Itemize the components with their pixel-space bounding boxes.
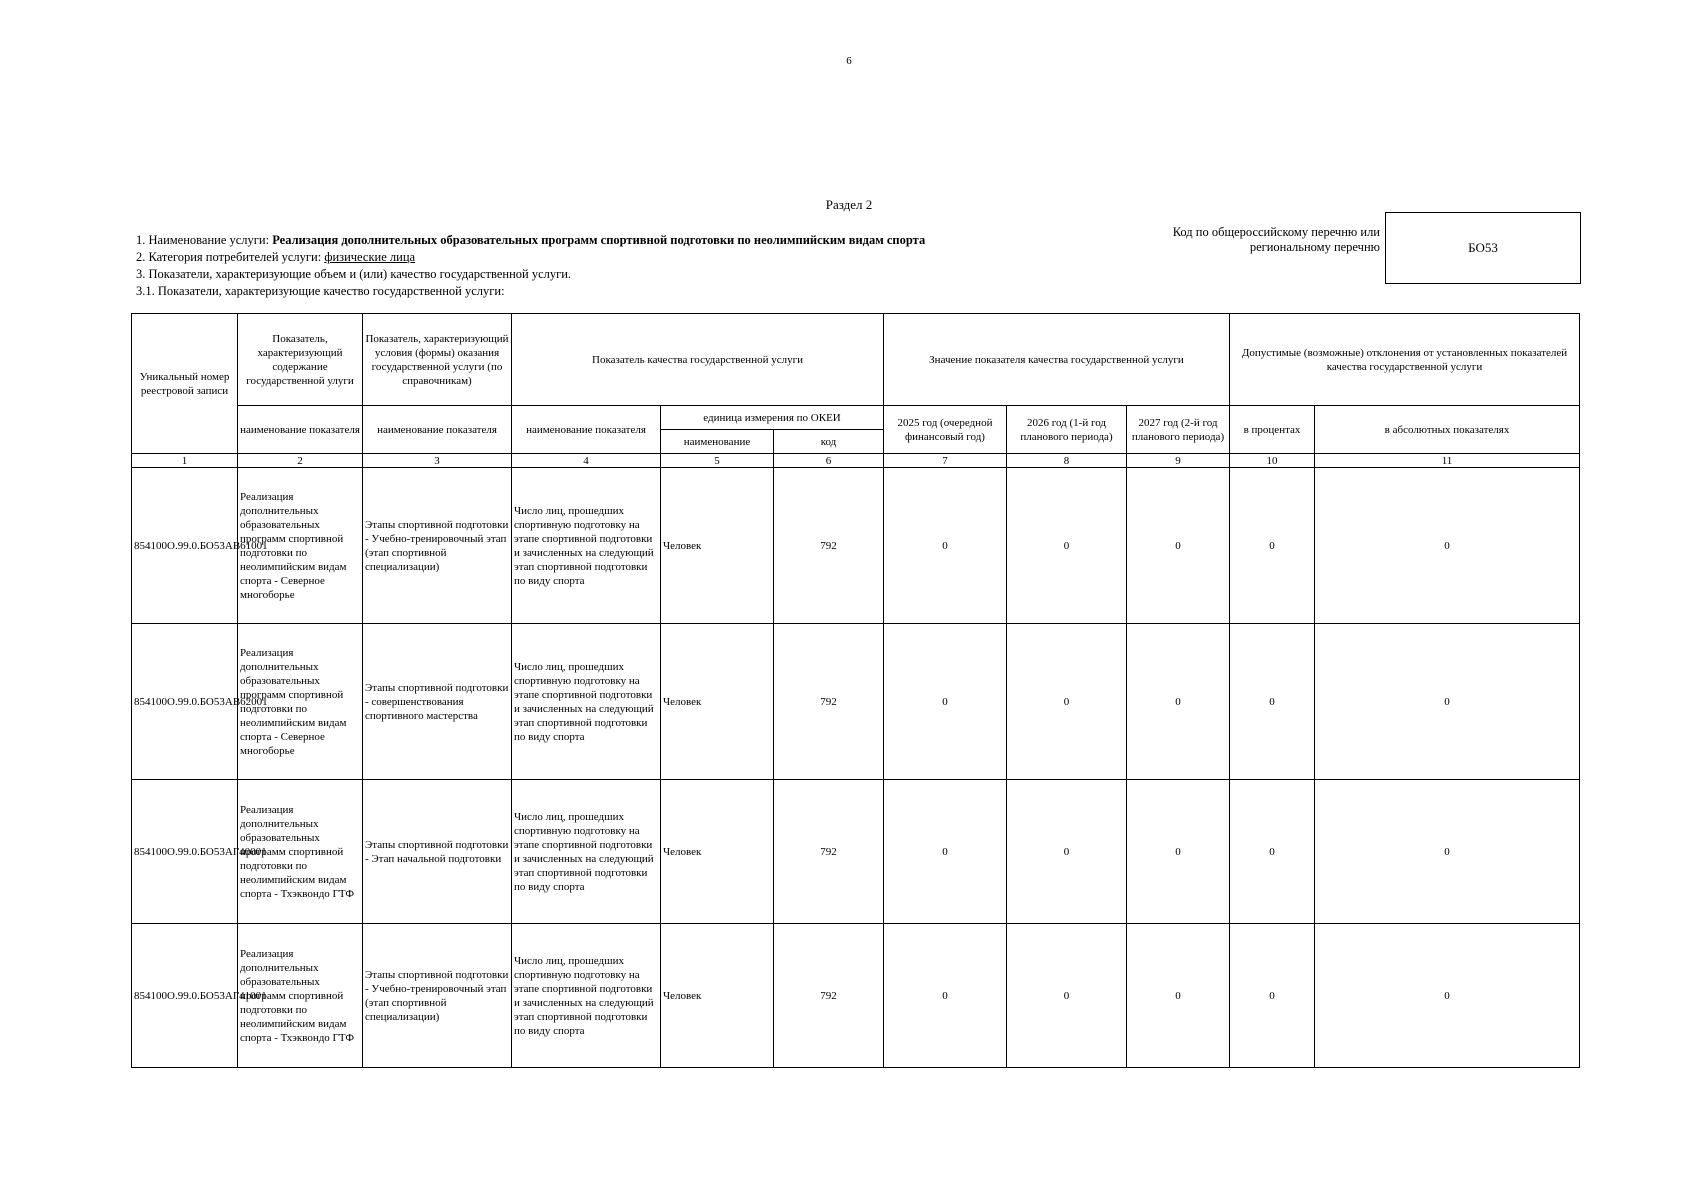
header-indicator-name-2: наименование показателя [363, 406, 512, 454]
quality-indicators-line: 3.1. Показатели, характеризующие качество государственной услуги: [136, 284, 505, 298]
value-2025-cell: 0 [884, 924, 1007, 1068]
header-okei: единица измерения по ОКЕИ [661, 406, 884, 430]
value-2027-cell: 0 [1127, 780, 1230, 924]
content-cell: Реализация дополнительных образовательных программ спортивной подготовки по неолимпийским видам спорта - Северное многоборье [238, 624, 363, 780]
condition-cell: Этапы спортивной подготовки - совершенствования спортивного мастерства [363, 624, 512, 780]
content-cell: Реализация дополнительных образовательных программ спортивной подготовки по неолимпийским видам спорта - Тхэквондо ГТФ [238, 780, 363, 924]
header-quality-indicator: Показатель качества государственной услуги [512, 314, 884, 406]
value-2025-cell: 0 [884, 468, 1007, 624]
indicator-cell: Число лиц, прошедших спортивную подготовку на этапе спортивной подготовки и зачисленных на следующий этап спортивной подготовки по виду спорта [512, 780, 661, 924]
page-number: 6 [846, 55, 852, 67]
indicators-line: 3. Показатели, характеризующие объем и (или) качество государственной услуги. [136, 267, 572, 281]
category-line [136, 249, 925, 266]
header-content-indicator: Показатель, характеризующий содержание государственной улуги [238, 314, 363, 406]
table-row [132, 624, 1580, 780]
column-number: 2 [238, 454, 363, 468]
service-name-line [136, 232, 925, 249]
header-quality-value: Значение показателя качества государственной услуги [884, 314, 1230, 406]
header-conditions-indicator: Показатель, характеризующий условия (формы) оказания государственной услуги (по справочникам) [363, 314, 512, 406]
value-2027-cell: 0 [1127, 468, 1230, 624]
column-number: 1 [132, 454, 238, 468]
absolute-cell: 0 [1315, 468, 1580, 624]
registry-id-cell: 854100О.99.0.БО53АВ62001 [132, 624, 238, 780]
header-indicator-name-3: наименование показателя [512, 406, 661, 454]
header-indicator-name: наименование показателя [238, 406, 363, 454]
header-deviations: Допустимые (возможные) отклонения от установленных показателей качества государственной услуги [1230, 314, 1580, 406]
service-name-prefix: 1. Наименование услуги: [136, 233, 273, 247]
condition-cell: Этапы спортивной подготовки - Этап начальной подготовки [363, 780, 512, 924]
service-name: Реализация дополнительных образовательных программ спортивной подготовки по неолимпийским видам спорта [272, 233, 926, 247]
code-cell: 792 [774, 924, 884, 1068]
condition-cell: Этапы спортивной подготовки - Учебно-тренировочный этап (этап спортивной специализации) [363, 468, 512, 624]
content-cell: Реализация дополнительных образовательных программ спортивной подготовки по неолимпийским видам спорта - Тхэквондо ГТФ [238, 924, 363, 1068]
value-2026-cell: 0 [1007, 780, 1127, 924]
value-2026-cell: 0 [1007, 468, 1127, 624]
header-absolute: в абсолютных показателях [1315, 406, 1580, 454]
unit-cell: Человек [661, 924, 774, 1068]
category-prefix: 2. Категория потребителей услуги: [136, 250, 325, 264]
header-year-2025: 2025 год (очередной финансовый год) [884, 406, 1007, 454]
code-cell: 792 [774, 780, 884, 924]
header-okei-name: наименование [661, 430, 774, 454]
header-year-2027: 2027 год (2-й год планового периода) [1127, 406, 1230, 454]
absolute-cell: 0 [1315, 780, 1580, 924]
service-info [136, 232, 925, 300]
header-year-2026: 2026 год (1-й год планового периода) [1007, 406, 1127, 454]
registry-code-box [1385, 212, 1581, 284]
content-cell: Реализация дополнительных образовательных программ спортивной подготовки по неолимпийским видам спорта - Северное многоборье [238, 468, 363, 624]
table-row [132, 780, 1580, 924]
column-number: 3 [363, 454, 512, 468]
column-number: 5 [661, 454, 774, 468]
unit-cell: Человек [661, 624, 774, 780]
code-cell: 792 [774, 624, 884, 780]
percent-cell: 0 [1230, 468, 1315, 624]
table-row [132, 468, 1580, 624]
column-number: 8 [1007, 454, 1127, 468]
value-2027-cell: 0 [1127, 924, 1230, 1068]
column-number: 10 [1230, 454, 1315, 468]
header-percent: в процентах [1230, 406, 1315, 454]
indicator-cell: Число лиц, прошедших спортивную подготовку на этапе спортивной подготовки и зачисленных на следующий этап спортивной подготовки по виду спорта [512, 468, 661, 624]
registry-code-value: БО53 [1468, 240, 1498, 255]
column-number: 7 [884, 454, 1007, 468]
unit-cell: Человек [661, 468, 774, 624]
column-number: 6 [774, 454, 884, 468]
value-2026-cell: 0 [1007, 924, 1127, 1068]
absolute-cell: 0 [1315, 924, 1580, 1068]
percent-cell: 0 [1230, 780, 1315, 924]
category-value: физические лица [324, 250, 416, 264]
indicator-cell: Число лиц, прошедших спортивную подготовку на этапе спортивной подготовки и зачисленных на следующий этап спортивной подготовки по виду спорта [512, 624, 661, 780]
percent-cell: 0 [1230, 924, 1315, 1068]
column-number: 9 [1127, 454, 1230, 468]
value-2027-cell: 0 [1127, 624, 1230, 780]
indicator-cell: Число лиц, прошедших спортивную подготовку на этапе спортивной подготовки и зачисленных на следующий этап спортивной подготовки по виду спорта [512, 924, 661, 1068]
value-2025-cell: 0 [884, 780, 1007, 924]
unit-cell: Человек [661, 780, 774, 924]
registry-id-cell: 854100О.99.0.БО53АВ61001 [132, 468, 238, 624]
condition-cell: Этапы спортивной подготовки - Учебно-тренировочный этап (этап спортивной специализации) [363, 924, 512, 1068]
value-2025-cell: 0 [884, 624, 1007, 780]
code-cell: 792 [774, 468, 884, 624]
percent-cell: 0 [1230, 624, 1315, 780]
absolute-cell: 0 [1315, 624, 1580, 780]
table-row [132, 924, 1580, 1068]
column-number: 4 [512, 454, 661, 468]
header-okei-code: код [774, 430, 884, 454]
registry-id-cell: 854100О.99.0.БО53АГ40001 [132, 780, 238, 924]
header-unique-number: Уникальный номер реестровой записи [132, 314, 238, 454]
registry-id-cell: 854100О.99.0.БО53АГ41001 [132, 924, 238, 1068]
section-title: Раздел 2 [825, 197, 873, 212]
registry-code-label: Код по общероссийскому перечню или региональному перечню [1172, 225, 1380, 254]
value-2026-cell: 0 [1007, 624, 1127, 780]
column-number: 11 [1315, 454, 1580, 468]
quality-indicators-table [131, 313, 1580, 1068]
